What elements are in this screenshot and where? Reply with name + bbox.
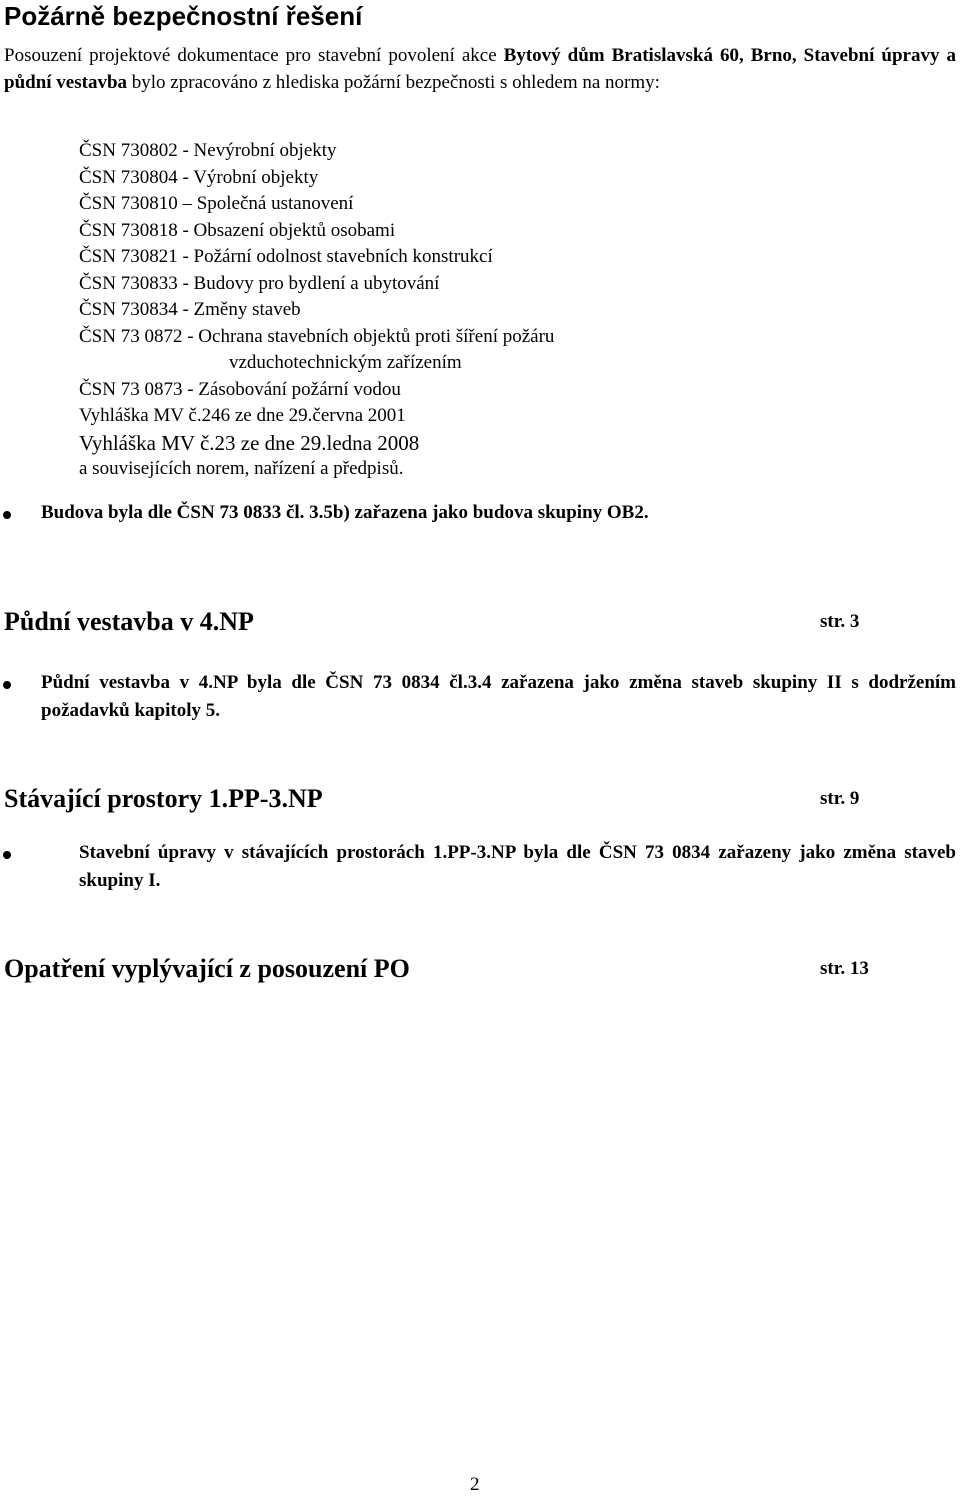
- document-title: Požárně bezpečnostní řešení: [4, 1, 363, 31]
- bullet-text: Budova byla dle ČSN 73 0833 čl. 3.5b) zařazena jako budova skupiny OB2.: [41, 502, 649, 523]
- section-heading-existing: Stávající prostory 1.PP-3.NP: [4, 784, 323, 813]
- norm-item: ČSN 730833 - Budovy pro bydlení a ubytování: [79, 272, 440, 294]
- norm-item: Vyhláška MV č.23 ze dne 29.ledna 2008: [79, 430, 420, 455]
- norm-item: ČSN 730802 - Nevýrobní objekty: [79, 140, 337, 161]
- bullet-icon: [3, 851, 11, 859]
- section-page-ref: str. 3: [820, 611, 860, 632]
- norm-item: ČSN 730804 - Výrobní objekty: [79, 166, 319, 188]
- norm-item: a souvisejících norem, nařízení a předpisů.: [79, 458, 404, 479]
- norm-item: ČSN 730821 - Požární odolnost stavebních konstrukcí: [79, 246, 493, 267]
- intro-paragraph: [4, 42, 956, 96]
- norm-item: ČSN 730834 - Změny staveb: [79, 299, 301, 320]
- section-page-ref: str. 13: [820, 958, 869, 979]
- norm-item: ČSN 73 0873 - Zásobování požární vodou: [79, 378, 401, 400]
- bullet-icon: [3, 511, 11, 519]
- bullet-text: Stavební úpravy v stávajících prostorách 1.PP-3.NP byla dle ČSN 73 0834 zařazeny jako změna staveb skupiny I.: [79, 842, 956, 891]
- norm-item-continuation: vzduchotechnickým zařízením: [229, 352, 462, 373]
- norm-item: Vyhláška MV č.246 ze dne 29.června 2001: [79, 405, 406, 426]
- intro-text: Posouzení projektové dokumentace pro stavební povolení akce: [4, 45, 504, 66]
- project-name: Bytový dům Bratislavská 60, Brno, Stavební úpravy a půdní vestavba: [4, 45, 956, 93]
- intro-text-end: bylo zpracováno z hlediska požární bezpečnosti s ohledem na normy:: [127, 72, 660, 93]
- bullet-icon: [3, 681, 11, 689]
- bullet-text: Půdní vestavba v 4.NP byla dle ČSN 73 0834 čl.3.4 zařazena jako změna staveb skupiny II s dodržením požadavků kapitoly 5.: [41, 672, 956, 721]
- section-heading-measures: Opatření vyplývající z posouzení PO: [4, 954, 410, 983]
- section-heading-attic: Půdní vestavba v 4.NP: [4, 607, 254, 636]
- norms-list: [79, 138, 554, 483]
- page-number: 2: [470, 1474, 480, 1495]
- section-page-ref: str. 9: [820, 788, 860, 809]
- norm-item: ČSN 730810 – Společná ustanovení: [79, 193, 354, 214]
- norm-item: ČSN 73 0872 - Ochrana stavebních objektů proti šíření požáru: [79, 325, 555, 347]
- norm-item: ČSN 730818 - Obsazení objektů osobami: [79, 219, 396, 241]
